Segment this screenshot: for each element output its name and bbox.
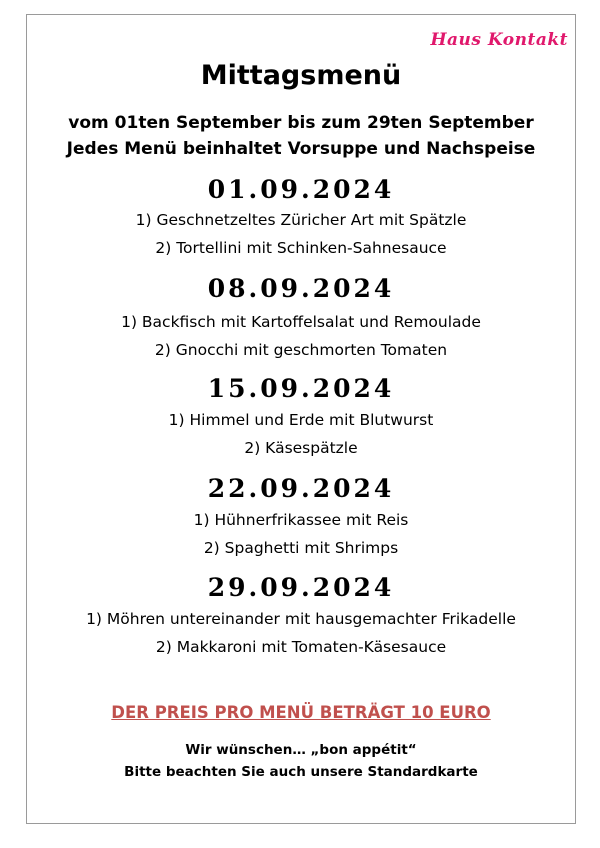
footer-note: Bitte beachten Sie auch unsere Standardkarte [124, 764, 478, 780]
menu-item: 2) Tortellini mit Schinken-Sahnesauce [155, 239, 447, 257]
menu-item: 2) Käsespätzle [244, 439, 358, 457]
page-title: Mittagsmenü [200, 60, 402, 91]
footer-greeting: Wir wünschen… „bon appétit“ [185, 742, 417, 758]
menu-item: 1) Hühnerfrikassee mit Reis [193, 511, 409, 529]
menu-item: 2) Makkaroni mit Tomaten-Käsesauce [155, 638, 447, 656]
menu-item: 1) Backfisch mit Kartoffelsalat und Remoulade [121, 313, 481, 331]
menu-date: 22.09.2024 [207, 474, 395, 503]
menu-item: 1) Möhren untereinander mit hausgemachter Frikadelle [86, 610, 516, 628]
price-notice: DER PREIS PRO MENÜ BETRÄGT 10 EURO [111, 703, 491, 722]
menu-item: 2) Spaghetti mit Shrimps [203, 539, 399, 557]
menu-item: 1) Himmel und Erde mit Blutwurst [168, 411, 434, 429]
menu-date: 01.09.2024 [207, 175, 395, 204]
brand-logo: Haus Kontakt [430, 30, 568, 50]
menu-item: 2) Gnocchi mit geschmorten Tomaten [154, 341, 448, 359]
menu-date: 08.09.2024 [207, 274, 395, 303]
menu-date: 29.09.2024 [207, 573, 395, 602]
subtitle-included: Jedes Menü beinhaltet Vorsuppe und Nachspeise [66, 139, 536, 159]
subtitle-date-range: vom 01ten September bis zum 29ten September [68, 113, 534, 133]
menu-date: 15.09.2024 [207, 374, 395, 403]
menu-item: 1) Geschnetzeltes Züricher Art mit Spätzle [135, 211, 467, 229]
